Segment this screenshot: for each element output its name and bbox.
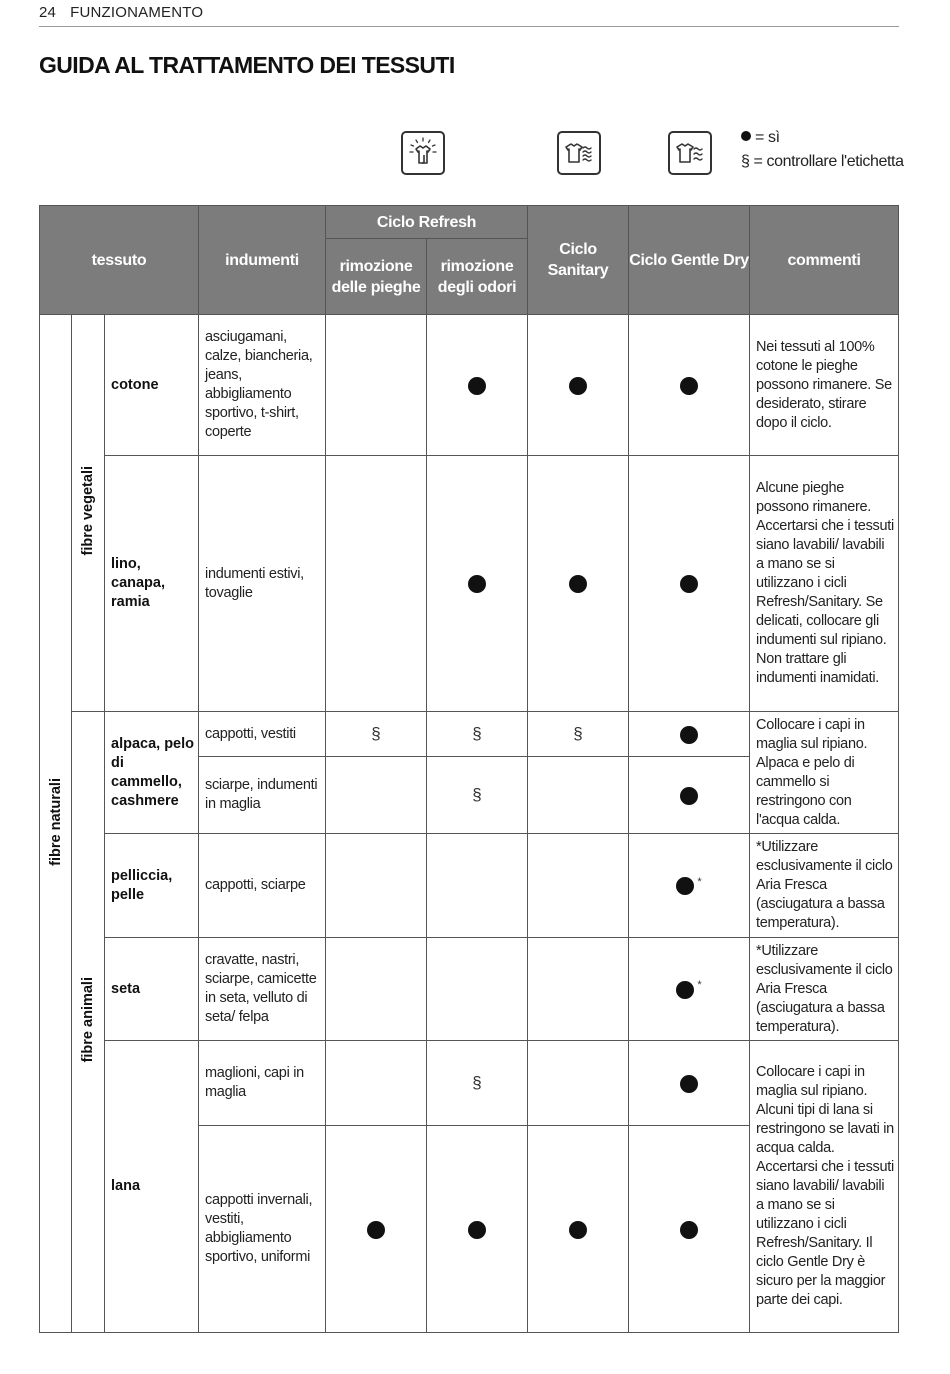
gentle-dry-mark [629, 938, 750, 1041]
section-name: FUNZIONAMENTO [70, 4, 204, 21]
header-odor-removal: rimozione degli odori [427, 239, 528, 315]
sanitary-mark [528, 1126, 629, 1333]
bullet-icon [468, 1221, 486, 1239]
sanitary-mark: § [528, 712, 629, 757]
footnote-asterisk: * [697, 875, 702, 888]
bullet-icon [367, 1221, 385, 1239]
table-row [40, 712, 899, 757]
sanitary-mark [528, 938, 629, 1041]
sanitary-mark [528, 757, 629, 834]
odor-mark: § [427, 712, 528, 757]
fabric-name: seta [105, 938, 199, 1041]
fabric-care-table [39, 205, 899, 1333]
bullet-icon [468, 377, 486, 395]
odor-mark [427, 938, 528, 1041]
wrinkle-mark [326, 456, 427, 712]
bullet-icon [680, 1075, 698, 1093]
fabric-name: alpaca, pelo di cammello, cashmere [105, 712, 199, 834]
shirt-refresh-steam-icon [401, 131, 445, 175]
bullet-icon [680, 1221, 698, 1239]
sanitary-mark [528, 315, 629, 456]
group-animal-fibers: fibre animali [72, 712, 105, 1333]
group-vegetal-fibers: fibre vegetali [72, 315, 105, 712]
fabric-name: lana [105, 1041, 199, 1333]
table-row [40, 315, 899, 456]
odor-mark [427, 1126, 528, 1333]
bullet-icon [680, 726, 698, 744]
legend-yes: = sì [741, 126, 904, 150]
table-row [40, 456, 899, 712]
gentle-dry-mark [629, 456, 750, 712]
fabric-name: pelliccia, pelle [105, 834, 199, 938]
bullet-icon [569, 575, 587, 593]
gentle-dry-mark [629, 1126, 750, 1333]
odor-mark [427, 456, 528, 712]
fabric-name: lino, canapa, ramia [105, 456, 199, 712]
comment-cell: Nei tessuti al 100% cotone le pieghe possono rimanere. Se desiderato, stirare dopo il ciclo. [750, 315, 899, 456]
table-row [40, 834, 899, 938]
header-garments: indumenti [199, 206, 326, 315]
wrinkle-mark [326, 757, 427, 834]
header-gentle-dry-cycle: Ciclo Gentle Dry [629, 206, 750, 315]
odor-mark: § [427, 1041, 528, 1126]
wrinkle-mark: § [326, 712, 427, 757]
legend [741, 126, 904, 174]
wrinkle-mark [326, 1041, 427, 1126]
sanitary-mark [528, 1041, 629, 1126]
bullet-icon [741, 131, 751, 141]
bullet-icon [676, 981, 694, 999]
bullet-icon [569, 377, 587, 395]
header-fabric: tessuto [40, 206, 199, 315]
garments-cell: cappotti invernali, vestiti, abbigliamento sportivo, uniformi [199, 1126, 326, 1333]
sanitary-mark [528, 834, 629, 938]
wrinkle-mark [326, 834, 427, 938]
header-refresh-cycle: Ciclo Refresh [326, 206, 528, 239]
wrinkle-mark [326, 938, 427, 1041]
garments-cell: cappotti, sciarpe [199, 834, 326, 938]
bullet-icon [680, 575, 698, 593]
sanitary-mark [528, 456, 629, 712]
comment-cell: Collocare i capi in maglia sul ripiano. Alpaca e pelo di cammello si restringono con l'acqua calda. [750, 712, 899, 834]
page-title: GUIDA AL TRATTAMENTO DEI TESSUTI [39, 52, 455, 78]
garments-cell: cappotti, vestiti [199, 712, 326, 757]
bullet-icon [680, 787, 698, 805]
page-header [39, 4, 899, 27]
odor-mark [427, 834, 528, 938]
gentle-dry-mark [629, 1041, 750, 1126]
footnote-asterisk: * [697, 979, 702, 991]
odor-mark: § [427, 757, 528, 834]
legend-check-label: § = controllare l'etichetta [741, 153, 904, 170]
garments-cell: asciugamani, calze, biancheria, jeans, abbigliamento sportivo, t-shirt, coperte [199, 315, 326, 456]
comment-cell: Alcune pieghe possono rimanere. Accertarsi che i tessuti siano lavabili/ lavabili a mano se si utilizzano i cicli Refresh/Sanitary. Se delicati, collocare gli indumenti sul ripiano. Non trattare gli indumenti inamidati. [750, 456, 899, 712]
comment-cell: *Utilizzare esclusivamente il ciclo Aria Fresca (asciugatura a bassa temperatura). [750, 834, 899, 938]
bullet-icon [680, 377, 698, 395]
bullet-icon [569, 1221, 587, 1239]
garments-cell: sciarpe, indumenti in maglia [199, 757, 326, 834]
table-row [40, 1041, 899, 1126]
gentle-dry-mark [629, 757, 750, 834]
bullet-icon [468, 575, 486, 593]
wrinkle-mark [326, 1126, 427, 1333]
gentle-dry-mark [629, 834, 750, 938]
garments-cell: cravatte, nastri, sciarpe, camicette in seta, velluto di seta/ felpa [199, 938, 326, 1041]
header-wrinkle-removal: rimozione delle pieghe [326, 239, 427, 315]
gentle-dry-mark [629, 315, 750, 456]
garments-cell: indumenti estivi, tovaglie [199, 456, 326, 712]
bullet-icon [676, 877, 694, 895]
comment-cell: Collocare i capi in maglia sul ripiano. Alcuni tipi di lana si restringono se lavati in acqua calda. Accertarsi che i tessuti siano lavabili/ lavabili a mano se si utilizzano i cicli Refresh/Sanitary. Il ciclo Gentle Dry è sicuro per la maggior parte dei capi. [750, 1041, 899, 1333]
garments-cell: maglioni, capi in maglia [199, 1041, 326, 1126]
shirt-sanitary-steam-icon [557, 131, 601, 175]
wrinkle-mark [326, 315, 427, 456]
page-number: 24 [39, 4, 57, 21]
header-sanitary-cycle: Ciclo Sanitary [528, 206, 629, 315]
fabric-name: cotone [105, 315, 199, 456]
odor-mark [427, 315, 528, 456]
gentle-dry-mark [629, 712, 750, 757]
table-row [40, 938, 899, 1041]
header-comments: commenti [750, 206, 899, 315]
shirt-gentle-dry-icon [668, 131, 712, 175]
comment-cell: *Utilizzare esclusivamente il ciclo Aria Fresca (asciugatura a bassa temperatura). [750, 938, 899, 1041]
group-natural-fibers: fibre naturali [40, 315, 72, 1333]
